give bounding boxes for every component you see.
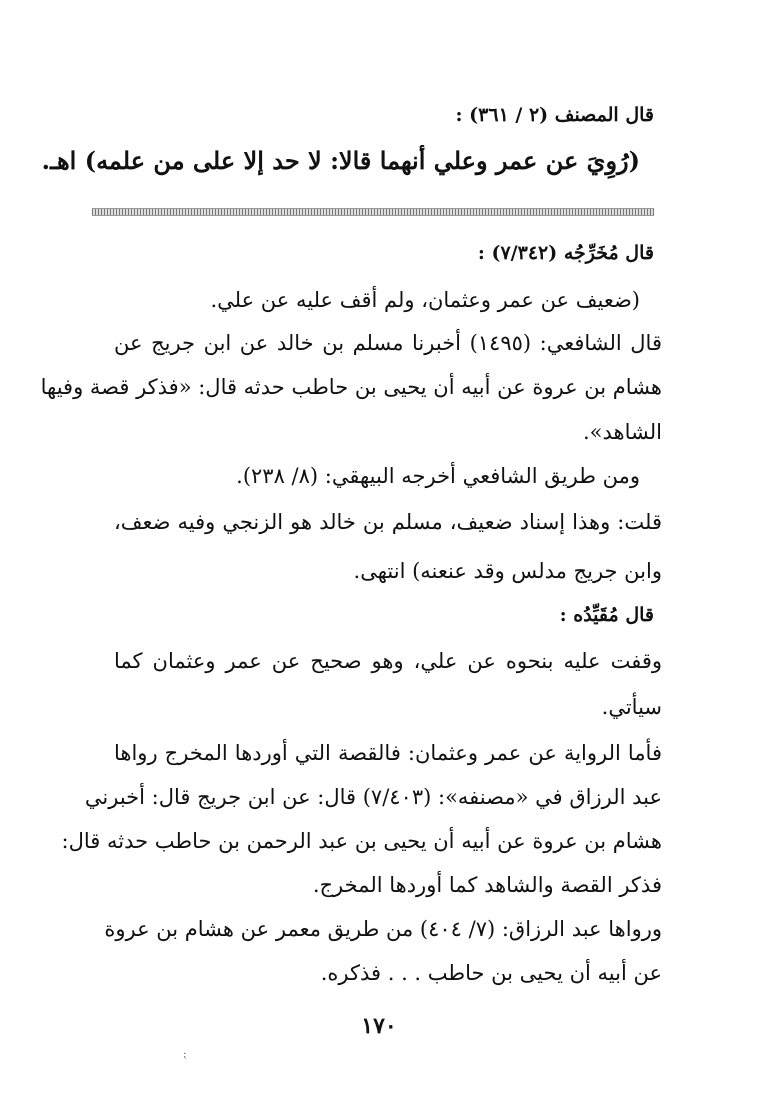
scan-speck: ⁏ xyxy=(183,1049,187,1060)
takhrij-line: قلت: وهذا إسناد ضعيف، مسلم بن خالد هو الزنجي وفيه ضعف، xyxy=(114,510,662,534)
takhrij-line: (ضعيف عن عمر وعثمان، ولم أقف عليه عن علي. xyxy=(210,288,640,312)
muqayyid-line: ورواها عبد الرزاق: (٧/ ٤٠٤) من طريق معمر عن هشام بن عروة xyxy=(104,917,662,941)
author-heading: قال المصنف (٢ / ٣٦١) : xyxy=(455,104,654,126)
muqayyid-line: عبد الرزاق في «مصنفه»: (٧/٤٠٣) قال: عن ابن جريج قال: أخبرني xyxy=(84,785,662,809)
muqayyid-heading: قال مُقَيِّدُه : xyxy=(559,604,654,626)
takhrij-line: الشاهد». xyxy=(583,420,662,444)
takhrij-line: وابن جريج مدلس وقد عنعنه) انتهى. xyxy=(353,559,662,583)
muqayyid-line: وقفت عليه بنحوه عن علي، وهو صحيح عن عمر وعثمان كما xyxy=(114,649,662,673)
takhrij-line: ومن طريق الشافعي أخرجه البيهقي: (٨/ ٢٣٨). xyxy=(236,464,640,488)
muqayyid-line: فأما الرواية عن عمر وعثمان: فالقصة التي أوردها المخرج رواها xyxy=(114,741,662,765)
takhrij-line: هشام بن عروة عن أبيه أن يحيى بن حاطب حدثه قال: «فذكر قصة وفيها xyxy=(40,375,662,399)
takhrij-line: قال الشافعي: (١٤٩٥) أخبرنا مسلم بن خالد عن ابن جريج عن xyxy=(114,331,662,355)
muqayyid-line: سيأتي. xyxy=(601,695,662,719)
author-quote: (رُوِيَ عن عمر وعلي أنهما قالا: لا حد إلا على من علمه) اهـ. xyxy=(41,146,640,175)
muqayyid-line: فذكر القصة والشاهد كما أوردها المخرج. xyxy=(312,873,662,897)
section-divider xyxy=(92,208,654,216)
muqayyid-line: هشام بن عروة عن أبيه أن يحيى بن عبد الرحمن بن حاطب حدثه قال: xyxy=(61,829,662,853)
page-number: ١٧٠ xyxy=(361,1013,397,1039)
muqayyid-line: عن أبيه أن يحيى بن حاطب . . . فذكره. xyxy=(320,961,662,985)
takhrij-heading: قال مُخَرِّجُه (٧/٣٤٢) : xyxy=(477,242,654,264)
